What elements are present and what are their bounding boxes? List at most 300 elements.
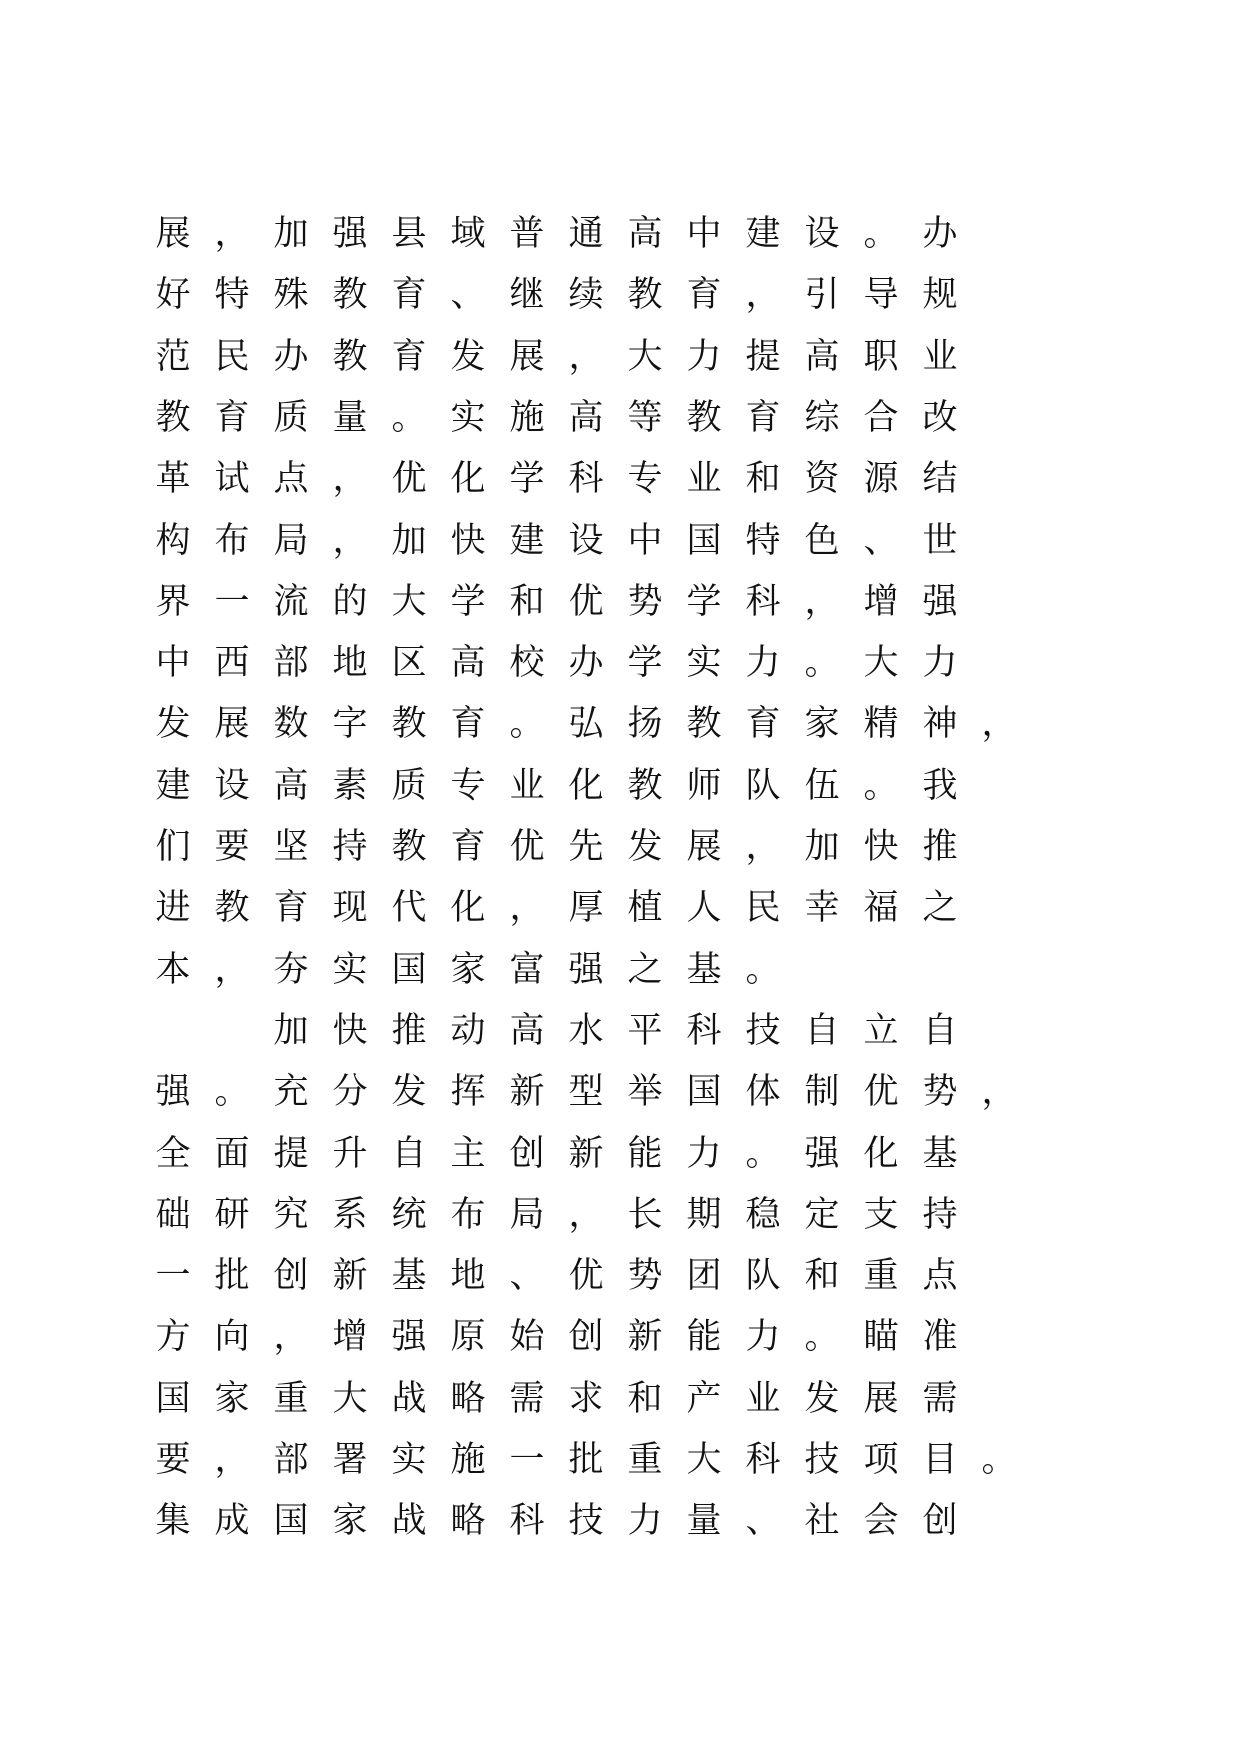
text-char: 素: [332, 766, 368, 806]
text-char: 原: [450, 1317, 486, 1357]
text-char: 统: [391, 1195, 427, 1235]
text-char: 教: [332, 337, 368, 377]
text-char: 富: [509, 950, 545, 990]
text-char: 力: [745, 1317, 781, 1357]
text-char: 增: [332, 1317, 368, 1357]
text-char: 水: [568, 1011, 604, 1051]
text-char: 、: [450, 275, 486, 315]
text-char: 源: [863, 459, 899, 499]
text-char: 基: [922, 1134, 958, 1174]
text-char: 、: [745, 1501, 781, 1541]
text-char: 结: [922, 459, 958, 499]
text-char: 始: [509, 1317, 545, 1357]
text-char: 。: [804, 1317, 840, 1357]
text-char: 设: [568, 521, 604, 561]
text-char: 长: [627, 1195, 663, 1235]
text-char: ，: [804, 582, 840, 622]
text-char: 加: [273, 214, 309, 254]
text-char: 流: [273, 582, 309, 622]
text-char: 精: [863, 704, 899, 744]
text-line: [0, 638, 1240, 688]
text-char: 规: [922, 275, 958, 315]
text-char: 革: [155, 459, 191, 499]
text-char: 点: [273, 459, 309, 499]
text-char: 优: [863, 1072, 899, 1112]
text-char: 持: [332, 827, 368, 867]
text-char: 导: [863, 275, 899, 315]
text-char: 加: [804, 827, 840, 867]
text-char: 展: [863, 1379, 899, 1419]
text-line: [0, 454, 1240, 504]
text-char: 产: [686, 1379, 722, 1419]
text-char: 厚: [568, 888, 604, 928]
text-char: 扬: [627, 704, 663, 744]
text-char: 校: [509, 643, 545, 683]
text-char: 推: [391, 1011, 427, 1051]
text-char: 量: [332, 398, 368, 438]
text-char: 学: [450, 582, 486, 622]
text-char: 改: [922, 398, 958, 438]
text-char: 引: [804, 275, 840, 315]
text-char: 先: [568, 827, 604, 867]
text-char: 大: [332, 1379, 368, 1419]
text-char: 高: [804, 337, 840, 377]
text-char: 特: [745, 521, 781, 561]
text-char: 重: [627, 1440, 663, 1480]
text-char: 重: [273, 1379, 309, 1419]
text-char: 自: [922, 1011, 958, 1051]
text-char: 署: [332, 1440, 368, 1480]
text-char: 和: [627, 1379, 663, 1419]
text-char: 成: [214, 1501, 250, 1541]
text-line: [0, 516, 1240, 566]
text-char: 布: [450, 1195, 486, 1235]
text-char: 充: [273, 1072, 309, 1112]
text-char: 和: [804, 1256, 840, 1296]
text-char: 学: [686, 582, 722, 622]
text-char: 教: [627, 766, 663, 806]
text-char: 展: [214, 704, 250, 744]
text-char: 发: [155, 704, 191, 744]
text-char: 快: [863, 827, 899, 867]
text-char: 展: [509, 337, 545, 377]
text-char: 弘: [568, 704, 604, 744]
text-char: 专: [450, 766, 486, 806]
text-char: 优: [391, 459, 427, 499]
text-char: 队: [745, 766, 781, 806]
text-char: 学: [627, 643, 663, 683]
text-char: 略: [450, 1379, 486, 1419]
text-char: 家: [804, 704, 840, 744]
text-line: [0, 1374, 1240, 1424]
text-char: 化: [568, 766, 604, 806]
text-char: 部: [273, 643, 309, 683]
text-char: 强: [922, 582, 958, 622]
text-char: 建: [745, 214, 781, 254]
text-char: 地: [450, 1256, 486, 1296]
text-char: 国: [686, 1072, 722, 1112]
text-char: 家: [450, 950, 486, 990]
text-char: 增: [863, 582, 899, 622]
text-char: 教: [391, 704, 427, 744]
text-char: 快: [332, 1011, 368, 1051]
text-char: ，: [981, 704, 1017, 744]
text-char: 们: [155, 827, 191, 867]
text-char: 目: [922, 1440, 958, 1480]
text-char: 伍: [804, 766, 840, 806]
text-char: 挥: [450, 1072, 486, 1112]
text-char: 究: [273, 1195, 309, 1235]
text-char: 支: [863, 1195, 899, 1235]
text-char: 升: [332, 1134, 368, 1174]
text-char: ，: [214, 1440, 250, 1480]
text-char: 国: [391, 950, 427, 990]
text-char: 能: [627, 1134, 663, 1174]
text-char: 大: [627, 337, 663, 377]
text-char: 科: [686, 1011, 722, 1051]
text-char: 创: [273, 1256, 309, 1296]
text-char: 教: [686, 704, 722, 744]
text-char: 之: [922, 888, 958, 928]
text-char: 。: [214, 1072, 250, 1112]
text-char: ，: [214, 950, 250, 990]
text-char: 的: [332, 582, 368, 622]
text-char: 重: [863, 1256, 899, 1296]
text-line: [0, 945, 1240, 995]
text-char: 部: [273, 1440, 309, 1480]
text-line: [0, 699, 1240, 749]
text-char: 要: [155, 1440, 191, 1480]
text-char: 和: [509, 582, 545, 622]
text-line: [0, 1496, 1240, 1546]
text-char: 技: [745, 1011, 781, 1051]
text-char: 动: [450, 1011, 486, 1051]
text-char: 科: [745, 582, 781, 622]
text-char: 好: [155, 275, 191, 315]
text-char: 战: [391, 1379, 427, 1419]
text-char: 势: [627, 1256, 663, 1296]
text-line: [0, 761, 1240, 811]
text-char: 字: [332, 704, 368, 744]
text-char: 科: [509, 1501, 545, 1541]
text-line: [0, 1006, 1240, 1056]
text-char: [148, 1006, 198, 1056]
text-char: 夯: [273, 950, 309, 990]
text-line: [0, 1435, 1240, 1485]
text-char: 力: [686, 1134, 722, 1174]
text-char: 创: [568, 1317, 604, 1357]
text-char: 方: [155, 1317, 191, 1357]
text-char: 瞄: [863, 1317, 899, 1357]
text-char: 职: [863, 337, 899, 377]
text-char: 育: [686, 275, 722, 315]
text-char: 殊: [273, 275, 309, 315]
text-char: 化: [450, 888, 486, 928]
text-line: [0, 883, 1240, 933]
text-char: 战: [391, 1501, 427, 1541]
text-char: 普: [509, 214, 545, 254]
text-char: 域: [450, 214, 486, 254]
text-char: 实: [332, 950, 368, 990]
text-char: 基: [391, 1256, 427, 1296]
text-char: 建: [155, 766, 191, 806]
text-char: 局: [509, 1195, 545, 1235]
text-line: [0, 332, 1240, 382]
text-char: 础: [155, 1195, 191, 1235]
text-char: 举: [627, 1072, 663, 1112]
text-char: 师: [686, 766, 722, 806]
text-char: 略: [450, 1501, 486, 1541]
text-char: 会: [863, 1501, 899, 1541]
text-char: ，: [981, 1072, 1017, 1112]
text-char: 力: [686, 337, 722, 377]
text-char: 之: [627, 950, 663, 990]
text-char: 快: [450, 521, 486, 561]
text-char: ，: [568, 337, 604, 377]
text-char: 期: [686, 1195, 722, 1235]
text-char: [207, 1006, 257, 1056]
text-char: 专: [627, 459, 663, 499]
text-char: 中: [686, 214, 722, 254]
text-char: 能: [686, 1317, 722, 1357]
text-char: 质: [391, 766, 427, 806]
text-char: 基: [686, 950, 722, 990]
text-char: 平: [627, 1011, 663, 1051]
text-char: 。: [804, 643, 840, 683]
text-char: 高: [627, 214, 663, 254]
text-char: 特: [214, 275, 250, 315]
text-char: 教: [214, 888, 250, 928]
text-char: 通: [568, 214, 604, 254]
text-char: 准: [922, 1317, 958, 1357]
text-char: 大: [686, 1440, 722, 1480]
text-char: 国: [686, 521, 722, 561]
text-char: 主: [450, 1134, 486, 1174]
text-char: 系: [332, 1195, 368, 1235]
text-char: ，: [509, 888, 545, 928]
text-line: [0, 1067, 1240, 1117]
text-char: 中: [155, 643, 191, 683]
text-char: 实: [450, 398, 486, 438]
text-char: 办: [922, 214, 958, 254]
text-char: 数: [273, 704, 309, 744]
text-char: 和: [745, 459, 781, 499]
text-char: 团: [686, 1256, 722, 1296]
text-char: 发: [804, 1379, 840, 1419]
text-char: 教: [686, 398, 722, 438]
text-char: ，: [214, 214, 250, 254]
text-char: 资: [804, 459, 840, 499]
text-char: 制: [804, 1072, 840, 1112]
text-char: 布: [214, 521, 250, 561]
text-char: 办: [273, 337, 309, 377]
text-char: 世: [922, 521, 958, 561]
text-char: 育: [391, 337, 427, 377]
text-char: 型: [568, 1072, 604, 1112]
text-char: 区: [391, 643, 427, 683]
text-char: 家: [332, 1501, 368, 1541]
text-char: 需: [509, 1379, 545, 1419]
text-char: 化: [863, 1134, 899, 1174]
text-char: ，: [332, 459, 368, 499]
text-char: 势: [922, 1072, 958, 1112]
text-char: 新: [568, 1134, 604, 1174]
text-char: 试: [214, 459, 250, 499]
text-char: 创: [509, 1134, 545, 1174]
text-char: 创: [922, 1501, 958, 1541]
text-char: 技: [804, 1440, 840, 1480]
text-char: 育: [745, 704, 781, 744]
text-char: 界: [155, 582, 191, 622]
text-char: 技: [568, 1501, 604, 1541]
text-char: 提: [273, 1134, 309, 1174]
text-char: 批: [214, 1256, 250, 1296]
text-char: 、: [509, 1256, 545, 1296]
text-char: 集: [155, 1501, 191, 1541]
text-char: 强: [568, 950, 604, 990]
text-char: 发: [450, 337, 486, 377]
text-char: 西: [214, 643, 250, 683]
text-char: 展: [686, 827, 722, 867]
text-char: 业: [686, 459, 722, 499]
text-char: 新: [509, 1072, 545, 1112]
text-char: 。: [745, 950, 781, 990]
text-char: 续: [568, 275, 604, 315]
text-char: 家: [214, 1379, 250, 1419]
text-char: 实: [391, 1440, 427, 1480]
text-char: 国: [155, 1379, 191, 1419]
text-char: 构: [155, 521, 191, 561]
text-char: 要: [214, 827, 250, 867]
text-char: 发: [391, 1072, 427, 1112]
text-char: 本: [155, 950, 191, 990]
text-char: ，: [273, 1317, 309, 1357]
text-char: 植: [627, 888, 663, 928]
text-char: 一: [214, 582, 250, 622]
text-char: 高: [273, 766, 309, 806]
text-char: 民: [214, 337, 250, 377]
text-char: 色: [804, 521, 840, 561]
text-char: 教: [332, 275, 368, 315]
text-char: ，: [568, 1195, 604, 1235]
text-char: 项: [863, 1440, 899, 1480]
text-char: 强: [155, 1072, 191, 1112]
text-char: 办: [568, 643, 604, 683]
text-char: 地: [332, 643, 368, 683]
text-char: 育: [273, 888, 309, 928]
text-char: 大: [391, 582, 427, 622]
text-char: 自: [804, 1011, 840, 1051]
text-char: 育: [391, 275, 427, 315]
text-char: 合: [863, 398, 899, 438]
text-char: 学: [509, 459, 545, 499]
text-char: 持: [922, 1195, 958, 1235]
text-char: 继: [509, 275, 545, 315]
text-char: 展: [155, 214, 191, 254]
text-char: 求: [568, 1379, 604, 1419]
text-line: [0, 577, 1240, 627]
text-char: 高: [450, 643, 486, 683]
text-char: 现: [332, 888, 368, 928]
text-char: 业: [922, 337, 958, 377]
text-char: 等: [627, 398, 663, 438]
text-char: 研: [214, 1195, 250, 1235]
text-char: 范: [155, 337, 191, 377]
text-char: 。: [981, 1440, 1017, 1480]
text-char: 新: [627, 1317, 663, 1357]
text-char: 。: [863, 214, 899, 254]
text-char: 人: [686, 888, 722, 928]
text-char: 施: [450, 1440, 486, 1480]
text-char: 体: [745, 1072, 781, 1112]
text-char: 强: [391, 1317, 427, 1357]
text-char: ，: [332, 521, 368, 561]
text-char: 施: [509, 398, 545, 438]
text-char: 设: [804, 214, 840, 254]
text-char: 。: [745, 1134, 781, 1174]
text-char: 幸: [804, 888, 840, 928]
text-char: 科: [568, 459, 604, 499]
text-line: [0, 393, 1240, 443]
text-char: 我: [922, 766, 958, 806]
text-line: [0, 209, 1240, 259]
text-char: 全: [155, 1134, 191, 1174]
text-char: 育: [745, 398, 781, 438]
text-char: 高: [568, 398, 604, 438]
text-char: 优: [568, 582, 604, 622]
text-char: 需: [922, 1379, 958, 1419]
text-char: 队: [745, 1256, 781, 1296]
text-char: 立: [863, 1011, 899, 1051]
text-char: ，: [745, 827, 781, 867]
text-char: 进: [155, 888, 191, 928]
text-char: 教: [391, 827, 427, 867]
text-char: 稳: [745, 1195, 781, 1235]
text-char: 化: [450, 459, 486, 499]
text-char: 民: [745, 888, 781, 928]
text-char: 。: [391, 398, 427, 438]
text-line: [0, 1129, 1240, 1179]
text-char: 科: [745, 1440, 781, 1480]
text-char: 发: [627, 827, 663, 867]
text-char: 批: [568, 1440, 604, 1480]
text-char: 提: [745, 337, 781, 377]
text-char: 加: [273, 1011, 309, 1051]
text-line: [0, 270, 1240, 320]
text-char: 育: [450, 704, 486, 744]
text-char: 局: [273, 521, 309, 561]
text-char: 势: [627, 582, 663, 622]
text-char: 力: [922, 643, 958, 683]
text-char: 福: [863, 888, 899, 928]
text-char: 国: [273, 1501, 309, 1541]
text-char: 。: [509, 704, 545, 744]
text-char: 设: [214, 766, 250, 806]
text-char: 坚: [273, 827, 309, 867]
text-char: 实: [686, 643, 722, 683]
text-char: 县: [391, 214, 427, 254]
text-line: [0, 822, 1240, 872]
text-char: 社: [804, 1501, 840, 1541]
text-char: 、: [863, 521, 899, 561]
text-char: 加: [391, 521, 427, 561]
text-char: 。: [863, 766, 899, 806]
text-char: 高: [509, 1011, 545, 1051]
text-char: 中: [627, 521, 663, 561]
text-char: 业: [509, 766, 545, 806]
text-line: [0, 1251, 1240, 1301]
text-char: 育: [450, 827, 486, 867]
